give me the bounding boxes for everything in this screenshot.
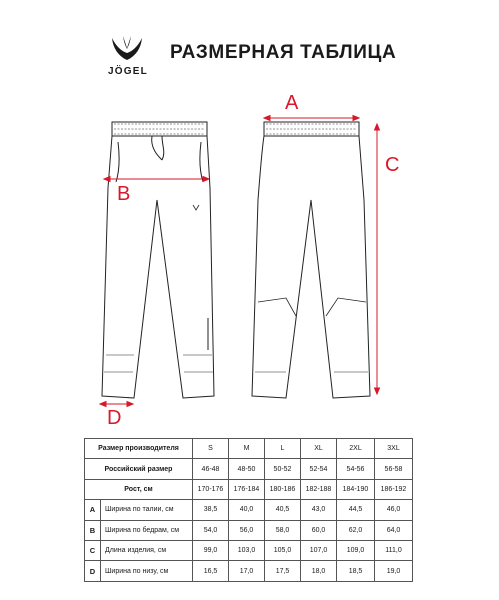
table-cell: M [229, 439, 265, 459]
measure-index: B [85, 520, 101, 540]
measure-label: Ширина по талии, см [101, 500, 193, 520]
table-row [85, 561, 413, 581]
table-cell: S [193, 439, 229, 459]
table-row [85, 479, 413, 499]
table-cell: 103,0 [229, 540, 265, 560]
pants-front-drawing [102, 122, 214, 398]
table-cell: 17,0 [229, 561, 265, 581]
table-cell: 56-58 [375, 459, 413, 479]
table-cell: 38,5 [193, 500, 229, 520]
table-cell: 105,0 [265, 540, 301, 560]
table-cell: 109,0 [337, 540, 375, 560]
table-cell: 56,0 [229, 520, 265, 540]
table-header-label: Размер производителя [85, 439, 193, 459]
table-row [85, 540, 413, 560]
table-cell: 18,0 [301, 561, 337, 581]
table-cell: 3XL [375, 439, 413, 459]
measure-label: Длина изделия, см [101, 540, 193, 560]
measure-index: C [85, 540, 101, 560]
table-cell: 107,0 [301, 540, 337, 560]
page-title: РАЗМЕРНАЯ ТАБЛИЦА [170, 42, 397, 63]
table-cell: 46-48 [193, 459, 229, 479]
table-header-label: Рост, см [85, 479, 193, 499]
table-row [85, 520, 413, 540]
table-cell: 186-192 [375, 479, 413, 499]
table-row [85, 500, 413, 520]
table-cell: 19,0 [375, 561, 413, 581]
table-cell: 17,5 [265, 561, 301, 581]
table-cell: 48-50 [229, 459, 265, 479]
measure-index: D [85, 561, 101, 581]
dimension-label-d: D [107, 407, 122, 429]
size-table [84, 438, 413, 582]
dimension-label-a: A [285, 92, 299, 114]
table-cell: 40,0 [229, 500, 265, 520]
table-cell: 58,0 [265, 520, 301, 540]
table-cell: 99,0 [193, 540, 229, 560]
dimension-label-b: B [117, 183, 131, 205]
measure-label: Ширина по низу, см [101, 561, 193, 581]
table-cell: 64,0 [375, 520, 413, 540]
table-cell: 184-190 [337, 479, 375, 499]
table-cell: 40,5 [265, 500, 301, 520]
table-cell: 44,5 [337, 500, 375, 520]
table-cell: 54,0 [193, 520, 229, 540]
dimension-label-c: C [385, 154, 400, 176]
table-cell: 62,0 [337, 520, 375, 540]
table-cell: 176-184 [229, 479, 265, 499]
table-cell: 43,0 [301, 500, 337, 520]
table-cell: 16,5 [193, 561, 229, 581]
table-cell: L [265, 439, 301, 459]
table-cell: 52-54 [301, 459, 337, 479]
brand-name: JÖGEL [108, 66, 148, 77]
pants-back-drawing [252, 122, 370, 398]
table-cell: 111,0 [375, 540, 413, 560]
measure-label: Ширина по бедрам, см [101, 520, 193, 540]
table-cell: 182-188 [301, 479, 337, 499]
table-header-label: Российский размер [85, 459, 193, 479]
table-cell: 46,0 [375, 500, 413, 520]
table-cell: 170-176 [193, 479, 229, 499]
table-cell: 54-56 [337, 459, 375, 479]
measurement-lines [100, 116, 380, 407]
table-cell: XL [301, 439, 337, 459]
table-cell: 2XL [337, 439, 375, 459]
table-cell: 60,0 [301, 520, 337, 540]
measure-index: A [85, 500, 101, 520]
table-cell: 180-186 [265, 479, 301, 499]
table-row [85, 439, 413, 459]
table-row [85, 459, 413, 479]
table-cell: 50-52 [265, 459, 301, 479]
table-cell: 18,5 [337, 561, 375, 581]
